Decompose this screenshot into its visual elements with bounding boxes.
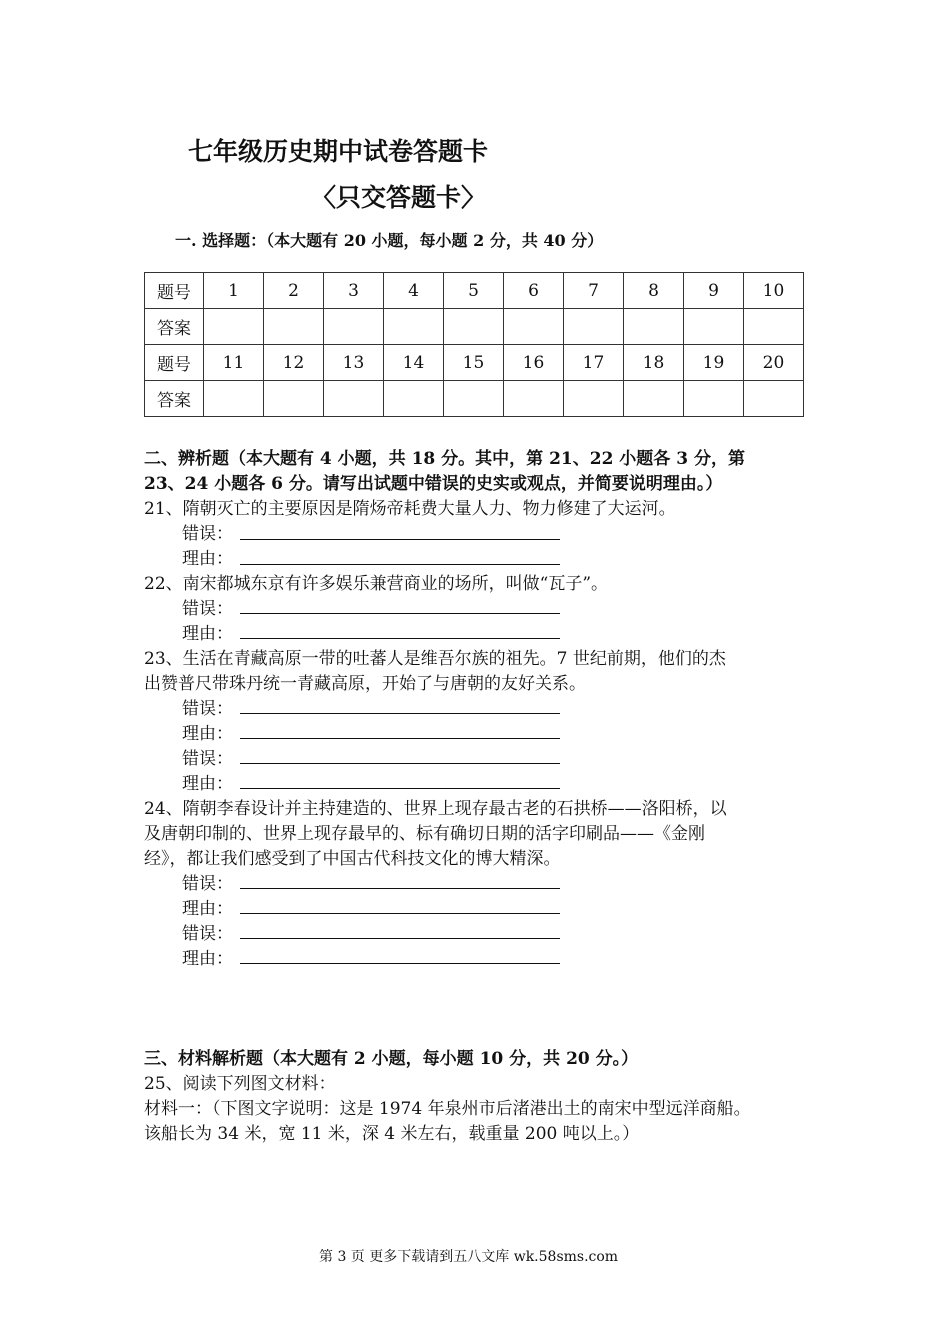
question-24-line1: 24、隋朝李春设计并主持建造的、世界上现存最古老的石拱桥——洛阳桥，以 bbox=[144, 799, 727, 819]
material1-line1: 材料一：（下图文字说明：这是 1974 年泉州市后渚港出土的南宋中型远洋商船。 bbox=[144, 1099, 751, 1119]
answer-line[interactable] bbox=[240, 963, 560, 964]
answer-cell[interactable] bbox=[204, 381, 264, 417]
question-number: 20 bbox=[744, 345, 804, 381]
answer-line[interactable] bbox=[240, 763, 560, 764]
question-number: 16 bbox=[504, 345, 564, 381]
answer-line[interactable] bbox=[240, 913, 560, 914]
question-number: 9 bbox=[684, 273, 744, 309]
reason-label: 理由： bbox=[182, 549, 233, 569]
question-number: 11 bbox=[204, 345, 264, 381]
answer-cell[interactable] bbox=[324, 381, 384, 417]
answer-line[interactable] bbox=[240, 564, 560, 565]
question-23-line2: 出赞普尺带珠丹统一青藏高原，开始了与唐朝的友好关系。 bbox=[144, 674, 586, 694]
answer-cell[interactable] bbox=[564, 381, 624, 417]
answer-cell[interactable] bbox=[744, 309, 804, 345]
answer-line[interactable] bbox=[240, 738, 560, 739]
answer-cell[interactable] bbox=[444, 309, 504, 345]
answer-cell[interactable] bbox=[324, 309, 384, 345]
page-subtitle: 〈只交答题卡〉 bbox=[311, 183, 487, 212]
answer-cell[interactable] bbox=[684, 309, 744, 345]
question-number: 19 bbox=[684, 345, 744, 381]
answer-line[interactable] bbox=[240, 713, 560, 714]
answer-line[interactable] bbox=[240, 539, 560, 540]
error-label: 错误： bbox=[182, 749, 233, 769]
answer-line[interactable] bbox=[240, 638, 560, 639]
error-label: 错误： bbox=[182, 599, 233, 619]
table-row bbox=[145, 309, 804, 345]
question-23-line1: 23、生活在青藏高原一带的吐蕃人是维吾尔族的祖先。7 世纪前期，他们的杰 bbox=[144, 649, 726, 669]
answer-cell[interactable] bbox=[684, 381, 744, 417]
answer-cell[interactable] bbox=[264, 381, 324, 417]
question-24-line3: 经》，都让我们感受到了中国古代科技文化的博大精深。 bbox=[144, 849, 561, 869]
question-number: 14 bbox=[384, 345, 444, 381]
question-number: 4 bbox=[384, 273, 444, 309]
question-number: 7 bbox=[564, 273, 624, 309]
question-number: 12 bbox=[264, 345, 324, 381]
reason-label: 理由： bbox=[182, 624, 233, 644]
question-22: 22、南宋都城东京有许多娱乐兼营商业的场所，叫做“瓦子”。 bbox=[144, 574, 609, 594]
answer-line[interactable] bbox=[240, 613, 560, 614]
row-label-answer: 答案 bbox=[145, 309, 204, 345]
question-number: 6 bbox=[504, 273, 564, 309]
section2-heading-line2: 23、24 小题各 6 分。请写出试题中错误的史实或观点，并简要说明理由。） bbox=[144, 474, 723, 494]
answer-line[interactable] bbox=[240, 938, 560, 939]
error-label: 错误： bbox=[182, 699, 233, 719]
answer-cell[interactable] bbox=[204, 309, 264, 345]
question-number: 17 bbox=[564, 345, 624, 381]
answer-cell[interactable] bbox=[384, 309, 444, 345]
answer-cell[interactable] bbox=[264, 309, 324, 345]
error-label: 错误： bbox=[182, 524, 233, 544]
answer-grid bbox=[144, 272, 804, 417]
question-number: 18 bbox=[624, 345, 684, 381]
answer-cell[interactable] bbox=[504, 309, 564, 345]
error-label: 错误： bbox=[182, 924, 233, 944]
question-number: 3 bbox=[324, 273, 384, 309]
reason-label: 理由： bbox=[182, 774, 233, 794]
answer-line[interactable] bbox=[240, 788, 560, 789]
answer-cell[interactable] bbox=[624, 309, 684, 345]
answer-cell[interactable] bbox=[744, 381, 804, 417]
row-label-number: 题号 bbox=[145, 345, 204, 381]
answer-cell[interactable] bbox=[504, 381, 564, 417]
question-25: 25、阅读下列图文材料： bbox=[144, 1074, 336, 1094]
answer-line[interactable] bbox=[240, 888, 560, 889]
answer-cell[interactable] bbox=[444, 381, 504, 417]
answer-cell[interactable] bbox=[624, 381, 684, 417]
table-row bbox=[145, 381, 804, 417]
question-21: 21、隋朝灭亡的主要原因是隋炀帝耗费大量人力、物力修建了大运河。 bbox=[144, 499, 676, 519]
section3-heading: 三、材料解析题（本大题有 2 小题，每小题 10 分，共 20 分。） bbox=[144, 1049, 639, 1069]
question-24-line2: 及唐朝印制的、世界上现存最早的、标有确切日期的活字印刷品——《金刚 bbox=[144, 824, 705, 844]
answer-cell[interactable] bbox=[564, 309, 624, 345]
question-number: 10 bbox=[744, 273, 804, 309]
reason-label: 理由： bbox=[182, 724, 233, 744]
section2-heading-line1: 二、辨析题（本大题有 4 小题，共 18 分。其中，第 21、22 小题各 3 分，第 bbox=[144, 449, 745, 469]
page-title: 七年级历史期中试卷答题卡 bbox=[188, 137, 489, 166]
row-label-answer: 答案 bbox=[145, 381, 204, 417]
question-number: 15 bbox=[444, 345, 504, 381]
error-label: 错误： bbox=[182, 874, 233, 894]
row-label-number: 题号 bbox=[145, 273, 204, 309]
question-number: 8 bbox=[624, 273, 684, 309]
table-row bbox=[145, 273, 804, 309]
reason-label: 理由： bbox=[182, 949, 233, 969]
table-row bbox=[145, 345, 804, 381]
answer-cell[interactable] bbox=[384, 381, 444, 417]
question-number: 1 bbox=[204, 273, 264, 309]
material1-line2: 该船长为 34 米，宽 11 米，深 4 米左右，载重量 200 吨以上。） bbox=[144, 1124, 640, 1144]
question-number: 2 bbox=[264, 273, 324, 309]
reason-label: 理由： bbox=[182, 899, 233, 919]
question-number: 5 bbox=[444, 273, 504, 309]
page-footer: 第 3 页 更多下载请到五八文库 wk.58sms.com bbox=[319, 1249, 619, 1265]
question-number: 13 bbox=[324, 345, 384, 381]
section1-heading: 一. 选择题：（本大题有 20 小题，每小题 2 分，共 40 分） bbox=[175, 231, 604, 250]
